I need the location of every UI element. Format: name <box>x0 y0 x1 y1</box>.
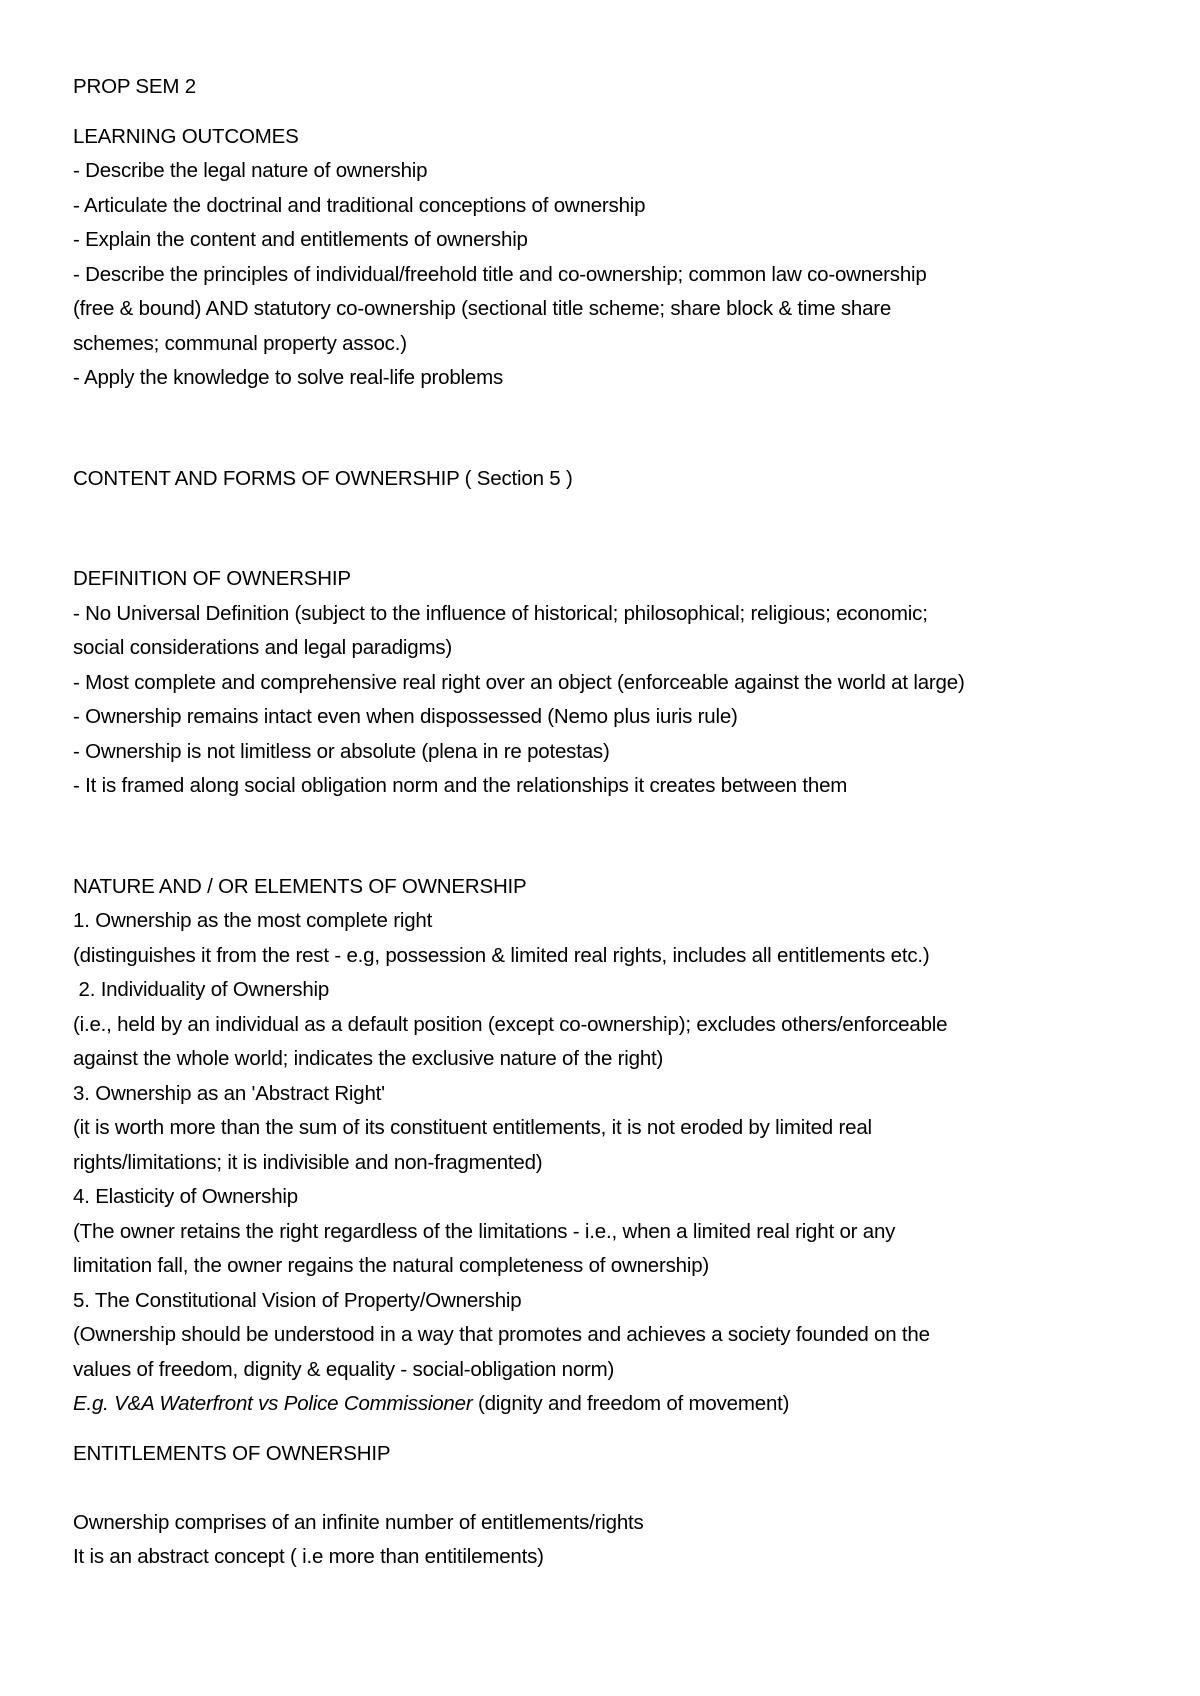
definition-item: - No Universal Definition (subject to the influence of historical; philosophical; religious; economic; <box>73 601 928 625</box>
definition-item: - It is framed along social obligation norm and the relationships it creates between them <box>73 774 848 797</box>
nature-item: (i.e., held by an individual as a default position (except co-ownership); excludes others/enforceable <box>73 1012 948 1036</box>
learning-outcome-item: - Articulate the doctrinal and traditional conceptions of ownership <box>73 193 646 217</box>
definition-heading: DEFINITION OF OWNERSHIP <box>73 567 351 590</box>
nature-item: 3. Ownership as an 'Abstract Right' <box>73 1081 385 1105</box>
spacer <box>73 396 1183 462</box>
definition-item: social considerations and legal paradigms) <box>73 636 453 659</box>
nature-item: 1. Ownership as the most complete right <box>73 909 433 932</box>
nature-heading: NATURE AND / OR ELEMENTS OF OWNERSHIP <box>73 874 527 898</box>
content-forms-heading: CONTENT AND FORMS OF OWNERSHIP ( Section 5 ) <box>73 466 573 490</box>
learning-outcome-item: - Describe the legal nature of ownership <box>73 159 428 182</box>
spacer <box>73 1471 1183 1506</box>
nature-item: rights/limitations; it is indivisible and non-fragmented) <box>73 1150 543 1174</box>
learning-outcome-item: schemes; communal property assoc.) <box>73 331 407 355</box>
entitlement-item: It is an abstract concept ( i.e more than entitilements) <box>73 1545 544 1568</box>
document-title: PROP SEM 2 <box>73 75 196 98</box>
nature-item: 5. The Constitutional Vision of Property/Ownership <box>73 1288 522 1312</box>
nature-item: (The owner retains the right regardless of the limitations - i.e., when a limited real right or any <box>73 1219 896 1243</box>
definition-item: - Ownership remains intact even when dispossessed (Nemo plus iuris rule) <box>73 705 738 728</box>
case-note: (dignity and freedom of movement) <box>472 1392 790 1415</box>
definition-item: - Ownership is not limitless or absolute (plena in re potestas) <box>73 739 610 763</box>
spacer <box>73 496 1183 562</box>
nature-item: against the whole world; indicates the exclusive nature of the right) <box>73 1047 664 1070</box>
spacer <box>73 105 1183 120</box>
definition-item: - Most complete and comprehensive real right over an object (enforceable against the world at large) <box>73 670 965 694</box>
nature-item: (Ownership should be understood in a way that promotes and achieves a society founded on the <box>73 1323 930 1346</box>
learning-outcome-item: (free & bound) AND statutory co-ownership (sectional title scheme; share block & time share <box>73 297 892 320</box>
nature-item: (distinguishes it from the rest - e.g, possession & limited real rights, includes all entitlements etc.) <box>73 943 930 967</box>
nature-item: 4. Elasticity of Ownership <box>73 1185 298 1208</box>
learning-outcomes-heading: LEARNING OUTCOMES <box>73 124 299 148</box>
learning-outcome-item: - Describe the principles of individual/freehold title and co-ownership; common law co-ownership <box>73 262 927 286</box>
nature-item: (it is worth more than the sum of its constituent entitlements, it is not eroded by limited real <box>73 1116 872 1139</box>
learning-outcome-item: - Explain the content and entitlements of ownership <box>73 228 528 251</box>
case-name: E.g. V&A Waterfront vs Police Commissioner <box>73 1392 473 1415</box>
nature-item: limitation fall, the owner regains the natural completeness of ownership) <box>73 1254 710 1277</box>
entitlements-heading: ENTITLEMENTS OF OWNERSHIP <box>73 1441 391 1465</box>
spacer <box>73 804 1183 870</box>
document-page <box>73 70 1183 1575</box>
nature-item: values of freedom, dignity & equality - social-obligation norm) <box>73 1357 615 1381</box>
learning-outcome-item: - Apply the knowledge to solve real-life problems <box>73 366 504 389</box>
case-example-line <box>73 1387 1183 1422</box>
entitlement-item: Ownership comprises of an infinite number of entitlements/rights <box>73 1510 644 1534</box>
nature-item: 2. Individuality of Ownership <box>73 978 330 1001</box>
spacer <box>73 1422 1183 1437</box>
